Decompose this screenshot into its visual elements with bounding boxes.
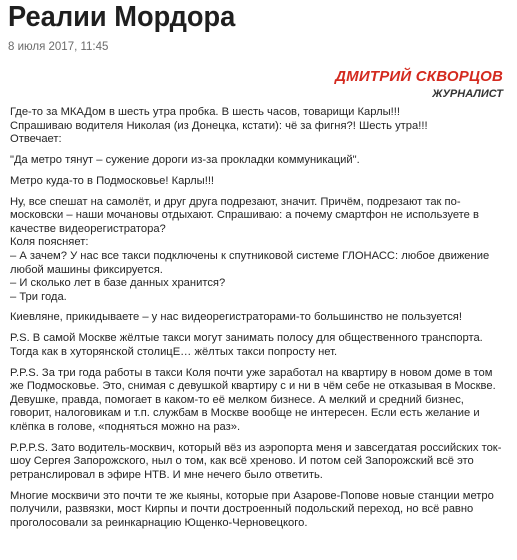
author-role: ЖУРНАЛИСТ	[432, 88, 503, 100]
article-paragraph: P.S. В самой Москве жёлтые такси могут занимать полосу для общественного транспорта. Тогда как в хуторянской столицЕ… жёлтых такси попросту нет.	[10, 332, 483, 358]
author-name[interactable]: ДМИТРИЙ СКВОРЦОВ	[335, 68, 503, 85]
article-paragraph: Где-то за МКАДом в шесть утра пробка. В шесть часов, товарищи Карлы!!! Спрашиваю водителя Николая (из Донецка, кстати): чё за фигня?! Шесть утра!!! Отвечает:	[10, 106, 428, 146]
article-paragraph: P.P.P.S. Зато водитель-москвич, который вёз из аэропорта меня и завсегдатая российских ток-шоу Сергея Запорожского, ныл о том, как всё хреново. И потом сей Запорожский всё это ретранслировал в эфире НТВ. И мне нечего было ответить.	[10, 441, 502, 481]
article-paragraph: Киевляне, прикидываете – у нас видеорегистраторами-то большинство не пользуется!	[10, 311, 462, 324]
article-paragraph: "Да метро тянут – сужение дороги из-за прокладки коммуникаций".	[10, 153, 360, 166]
article-paragraph: Метро куда-то в Подмосковье! Карлы!!!	[10, 174, 215, 187]
article-body	[10, 106, 506, 531]
article-paragraph: Многие москвичи это почти те же кыяны, которые при Азарове-Попове новые станции метро получили, развязки, мост Кирпы и почти достроенный подольский переход, но всё равно проголосовали за реинкарнацию Ющенко-Черновецкого.	[10, 489, 494, 529]
article-paragraph: P.P.S. За три года работы в такси Коля почти уже заработал на квартиру в новом доме в том же Подмосковье. Это, снимая с девушкой квартиру с и ни в чём себе не отказывая в Москве. Девушке, правда, помогает в каком-то её мелком бизнесе. А мелкий и средний бизнес, говорит, налоговикам и т.п. службам в Москве вообще не интересен. Если есть желание и клёпка в голове, «подняться можно на раз».	[10, 366, 496, 433]
author-block	[335, 68, 503, 101]
article-title: Реалии Мордора	[8, 1, 236, 33]
publish-date: 8 июля 2017, 11:45	[8, 41, 109, 53]
article-paragraph: Ну, все спешат на самолёт, и друг друга подрезают, значит. Причём, подрезают так по-московски – наши мочановы отдыхают. Спрашиваю: а почему смартфон не используете в качестве видеорегистратора? Коля поясняет: – А зачем? У нас все такси подключены к спутниковой системе ГЛОНАСС: любое движение любой машины фиксируется. – И сколько лет в базе данных хранится? – Три года.	[10, 195, 490, 303]
